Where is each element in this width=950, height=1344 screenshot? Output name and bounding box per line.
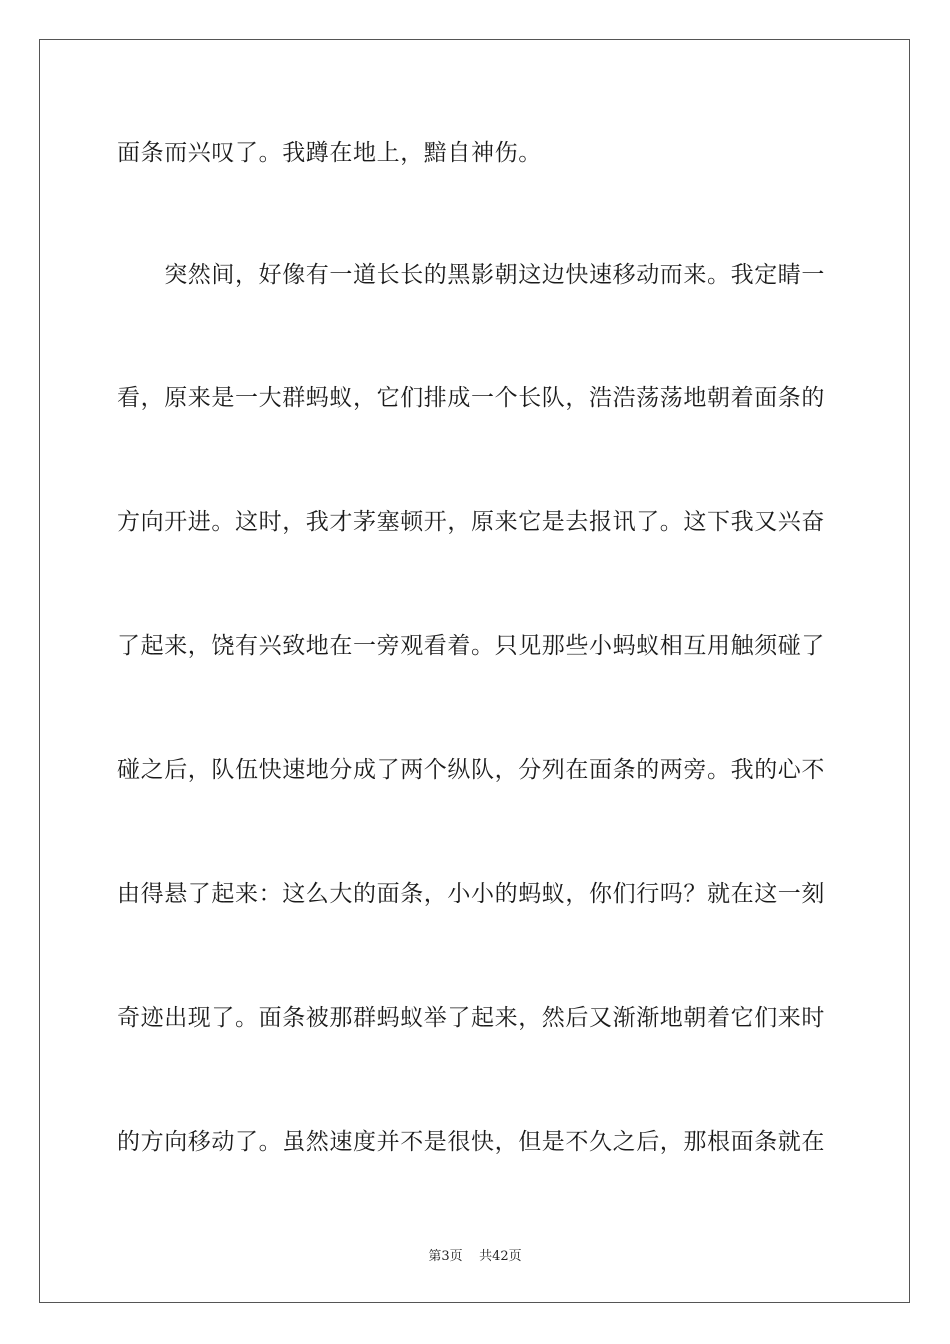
- page-footer: [0, 1248, 950, 1266]
- text-line: 突然间，好像有一道长长的黑影朝这边快速移动而来。我定睛一: [117, 262, 825, 288]
- text-line: 奇迹出现了。面条被那群蚂蚁举了起来，然后又渐渐地朝着它们来时: [117, 1005, 825, 1031]
- text-line: 的方向移动了。虽然速度并不是很快，但是不久之后，那根面条就在: [117, 1129, 825, 1155]
- page-total: 共42页: [479, 1249, 522, 1264]
- text-line: 方向开进。这时，我才茅塞顿开，原来它是去报讯了。这下我又兴奋: [117, 509, 825, 535]
- page-number: 第3页: [428, 1249, 463, 1264]
- text-line: 由得悬了起来：这么大的面条，小小的蚂蚁，你们行吗？就在这一刻: [117, 881, 825, 907]
- text-line: 碰之后，队伍快速地分成了两个纵队，分列在面条的两旁。我的心不: [117, 757, 825, 783]
- text-line: 面条而兴叹了。我蹲在地上，黯自神伤。: [117, 140, 542, 166]
- page-border: [39, 39, 910, 1303]
- text-line: 看，原来是一大群蚂蚁，它们排成一个长队，浩浩荡荡地朝着面条的: [117, 385, 825, 411]
- text-line: 了起来，饶有兴致地在一旁观看着。只见那些小蚂蚁相互用触须碰了: [117, 633, 825, 659]
